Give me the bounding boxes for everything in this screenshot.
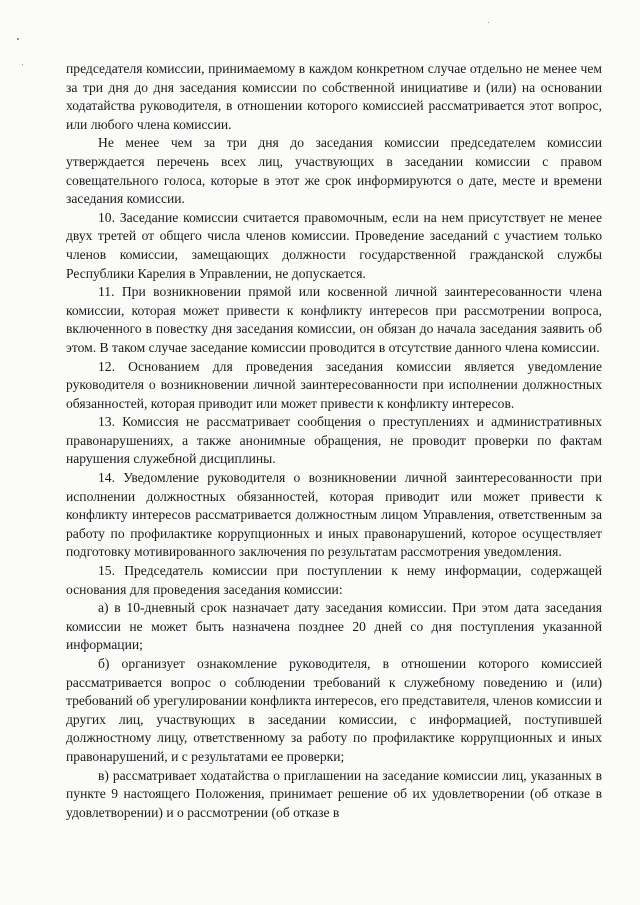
paragraph-item-10: 10. Заседание комиссии считается правомочным, если на нем присутствует не менее двух третей от общего числа членов комиссии. Проведение заседаний с участием только членов комиссии, замещающих должности государственной гражданской службы Республики Карелия в Управлении, не допускается. <box>66 209 602 281</box>
scan-speck <box>488 22 489 23</box>
paragraph-item-11: 11. При возникновении прямой или косвенной личной заинтересованности члена комиссии, которая может привести к конфликту интересов при рассмотрении вопроса, включенного в повестку дня заседания комиссии, он обязан до начала заседания заявить об этом. В таком случае заседание комиссии проводится в отсутствие данного члена комиссии. <box>66 284 602 355</box>
paragraph-continuation: председателя комиссии, принимаемому в каждом конкретном случае отдельно не менее чем за три дня до дня заседания комиссии по собственной инициативе и (или) на основании ходатайства руководителя, в отношении которого комиссией рассматривается этот вопрос, или любого члена комиссии. <box>66 61 602 132</box>
paragraph-item-13: 13. Комиссия не рассматривает сообщения о преступлениях и административных правонарушениях, а также анонимные обращения, не проводит проверки по фактам нарушения служебной дисциплины. <box>66 414 602 467</box>
paragraph-item-15: 15. Председатель комиссии при поступлении к нему информации, содержащей основания для проведения заседания комиссии: <box>66 563 602 597</box>
scan-speck <box>22 64 23 65</box>
document-body <box>66 60 602 822</box>
subitem-v: в) рассматривает ходатайства о приглашении на заседание комиссии лиц, указанных в пункте 9 настоящего Положения, принимает решение об их удовлетворении (об отказе в удовлетворении) и о рассмотрении (об отказе в <box>66 767 602 820</box>
paragraph-item-12: 12. Основанием для проведения заседания комиссии является уведомление руководителя о возникновении личной заинтересованности при исполнении должностных обязанностей, которая приводит или может привести к конфликту интересов. <box>66 358 602 411</box>
paragraph-item-14: 14. Уведомление руководителя о возникновении личной заинтересованности при исполнении должностных обязанностей, которая приводит или может привести к конфликту интересов рассматривается должностным лицом Управления, ответственным за работу по профилактике коррупционных и иных правонарушений, которое осуществляет подготовку мотивированного заключения по результатам рассмотрения уведомления. <box>66 470 602 560</box>
paragraph: Не менее чем за три дня до заседания комиссии председателем комиссии утверждается перечень всех лиц, участвующих в заседании комиссии с правом совещательного голоса, которые в этот же срок информируются о дате, месте и времени заседания комиссии. <box>66 135 602 207</box>
subitem-a: а) в 10-дневный срок назначает дату заседания комиссии. При этом дата заседания комиссии не может быть назначена позднее 20 дней со дня поступления указанной информации; <box>66 600 602 653</box>
subitem-b: б) организует ознакомление руководителя, в отношении которого комиссией рассматривается вопрос о соблюдении требований к служебному поведению и (или) требований об урегулировании конфликта интересов, его представителя, членов комиссии и других лиц, участвующих в заседании комиссии, с информацией, поступившей должностному лицу, ответственному за работу по профилактике коррупционных и иных правонарушений, и с результатами ее проверки; <box>66 656 602 764</box>
scan-speck <box>17 38 19 40</box>
